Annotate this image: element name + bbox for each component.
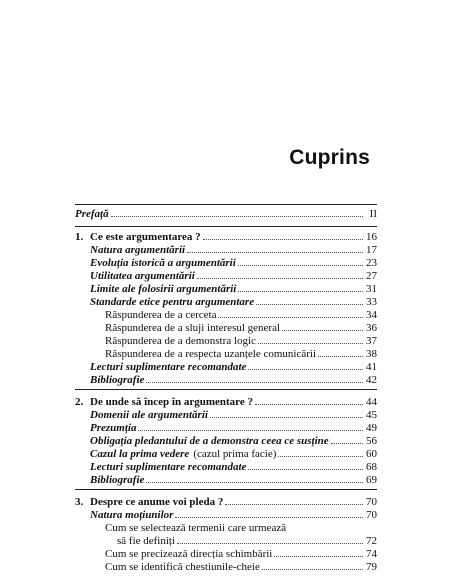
chapter-number: 2. bbox=[75, 396, 84, 408]
toc-entry-label: Prezumția bbox=[90, 422, 137, 434]
leader-dots bbox=[248, 461, 363, 470]
toc-entry-label: Cum se precizează direcția schimbării bbox=[105, 548, 273, 560]
toc-entry-label: Cum se identifică chestiunile-cheie bbox=[105, 561, 260, 573]
leader-dots bbox=[138, 422, 363, 431]
toc-entry-label: Răspunderea de a respecta uzanțele comunicării bbox=[105, 348, 317, 360]
chapter-title: Despre ce anume voi pleda ? bbox=[90, 496, 224, 508]
toc-entry[interactable] bbox=[90, 474, 377, 486]
toc-page-number: 37 bbox=[366, 335, 377, 347]
toc-subentry[interactable] bbox=[105, 309, 377, 321]
toc-chapter-1[interactable] bbox=[75, 231, 377, 243]
toc-page-number: 72 bbox=[366, 535, 377, 547]
toc-subentry-continued[interactable] bbox=[105, 535, 377, 547]
toc-page-number: 23 bbox=[366, 257, 377, 269]
toc-page-number: 27 bbox=[366, 270, 377, 282]
toc-entry[interactable] bbox=[90, 409, 377, 421]
leader-dots bbox=[175, 509, 363, 518]
toc-entry-label: Răspunderea de a sluji interesul general bbox=[105, 322, 281, 334]
toc-page-number: 68 bbox=[366, 461, 377, 473]
leader-dots bbox=[111, 208, 363, 217]
leader-dots bbox=[278, 448, 363, 457]
toc-entry[interactable] bbox=[90, 296, 377, 308]
toc-entry[interactable] bbox=[90, 283, 377, 295]
section-rule bbox=[75, 489, 377, 490]
section-rule bbox=[75, 226, 377, 227]
section-rule bbox=[75, 389, 377, 390]
toc-page-number: 34 bbox=[366, 309, 377, 321]
leader-dots bbox=[197, 270, 363, 279]
toc-page-number: 31 bbox=[366, 283, 377, 295]
toc-chapter-3[interactable] bbox=[75, 496, 377, 508]
toc-page-number: 70 bbox=[366, 509, 377, 521]
toc-entry-label: Bibliografie bbox=[90, 474, 145, 486]
toc-entry-label: Lecturi suplimentare recomandate bbox=[90, 461, 247, 473]
toc-entry[interactable] bbox=[90, 422, 377, 434]
leader-dots bbox=[146, 474, 363, 483]
leader-dots bbox=[255, 396, 363, 405]
leader-dots bbox=[210, 409, 363, 418]
toc-page-number: 41 bbox=[366, 361, 377, 373]
leader-dots bbox=[256, 296, 363, 305]
leader-dots bbox=[331, 435, 363, 444]
toc-page-number: 38 bbox=[366, 348, 377, 360]
toc-page-number: 49 bbox=[366, 422, 377, 434]
toc-page-number: 33 bbox=[366, 296, 377, 308]
toc-entry[interactable] bbox=[90, 257, 377, 269]
leader-dots bbox=[248, 361, 363, 370]
leader-dots bbox=[318, 348, 363, 357]
leader-dots bbox=[262, 561, 363, 570]
toc-entry[interactable] bbox=[90, 270, 377, 282]
toc-entry-label: Utilitatea argumentării bbox=[90, 270, 195, 282]
leader-dots bbox=[177, 535, 363, 544]
toc-page-number: 74 bbox=[366, 548, 377, 560]
toc-page-number: 17 bbox=[366, 244, 377, 256]
toc-entry-label-secondary: (cazul prima facie) bbox=[193, 448, 277, 460]
leader-dots bbox=[238, 257, 363, 266]
toc-page-number: 60 bbox=[366, 448, 377, 460]
toc-page-number: 16 bbox=[366, 231, 377, 243]
toc-entry-label: Cazul la prima vedere bbox=[90, 448, 190, 460]
toc-subentry[interactable] bbox=[105, 335, 377, 347]
toc-page-number: 56 bbox=[366, 435, 377, 447]
toc-entry-label: Bibliografie bbox=[90, 374, 145, 386]
leader-dots bbox=[218, 309, 363, 318]
toc-entry[interactable] bbox=[90, 509, 377, 521]
toc-page-number: 44 bbox=[366, 396, 377, 408]
chapter-number: 3. bbox=[75, 496, 84, 508]
toc-entry-label: Natura argumentării bbox=[90, 244, 186, 256]
toc-subentry[interactable] bbox=[105, 561, 377, 573]
toc-entry-label: Lecturi suplimentare recomandate bbox=[90, 361, 247, 373]
leader-dots bbox=[146, 374, 363, 383]
chapter-title: De unde să încep în argumentare ? bbox=[90, 396, 253, 408]
toc-page-number: 70 bbox=[366, 496, 377, 508]
top-rule bbox=[75, 204, 377, 205]
toc-entry[interactable] bbox=[90, 435, 377, 447]
chapter-number: 1. bbox=[75, 231, 84, 243]
toc-entry-label: Răspunderea de a cerceta bbox=[105, 309, 217, 321]
toc-entry-label: Domenii ale argumentării bbox=[90, 409, 208, 421]
toc-entry[interactable] bbox=[90, 461, 377, 473]
page-title: Cuprins bbox=[289, 146, 370, 169]
toc-entry-label: Limite ale folosirii argumentării bbox=[90, 283, 237, 295]
toc-entry[interactable] bbox=[90, 361, 377, 373]
toc-entry-label: Standarde etice pentru argumentare bbox=[90, 296, 255, 308]
toc-entry-label: Răspunderea de a demonstra logic bbox=[105, 335, 256, 347]
leader-dots bbox=[282, 322, 363, 331]
leader-dots bbox=[238, 283, 363, 292]
toc-page-number: 36 bbox=[366, 322, 377, 334]
leader-dots bbox=[258, 335, 363, 344]
toc-page-number: 45 bbox=[366, 409, 377, 421]
leader-dots bbox=[187, 244, 363, 253]
leader-dots bbox=[274, 548, 363, 557]
toc-entry-label: Natura moțiunilor bbox=[90, 509, 174, 521]
toc-subentry[interactable] bbox=[105, 348, 377, 360]
leader-dots bbox=[225, 496, 363, 505]
toc-entry[interactable] bbox=[90, 244, 377, 256]
toc-entry-label-continued: să fie definiți bbox=[117, 535, 176, 547]
chapter-title: Ce este argumentarea ? bbox=[90, 231, 201, 243]
toc-subentry[interactable] bbox=[105, 522, 377, 534]
toc-entry[interactable] bbox=[90, 374, 377, 386]
toc-chapter-2[interactable] bbox=[75, 396, 377, 408]
toc-page-number: II bbox=[369, 208, 377, 220]
toc-entry-preface[interactable] bbox=[75, 208, 377, 220]
toc-page-number: 42 bbox=[366, 374, 377, 386]
toc-subentry[interactable] bbox=[105, 322, 377, 334]
toc-entry[interactable] bbox=[90, 448, 377, 460]
toc-entry-label: Obligația pledantului de a demonstra ceea ce susține bbox=[90, 435, 329, 447]
leader-dots bbox=[203, 231, 363, 240]
toc-subentry[interactable] bbox=[105, 548, 377, 560]
toc-page-number: 69 bbox=[366, 474, 377, 486]
toc-entry-label: Prefață bbox=[75, 208, 109, 220]
toc-entry-label: Cum se selectează termenii care urmează bbox=[105, 522, 287, 534]
toc-entry-label: Evoluția istorică a argumentării bbox=[90, 257, 236, 269]
toc-page-number: 79 bbox=[366, 561, 377, 573]
